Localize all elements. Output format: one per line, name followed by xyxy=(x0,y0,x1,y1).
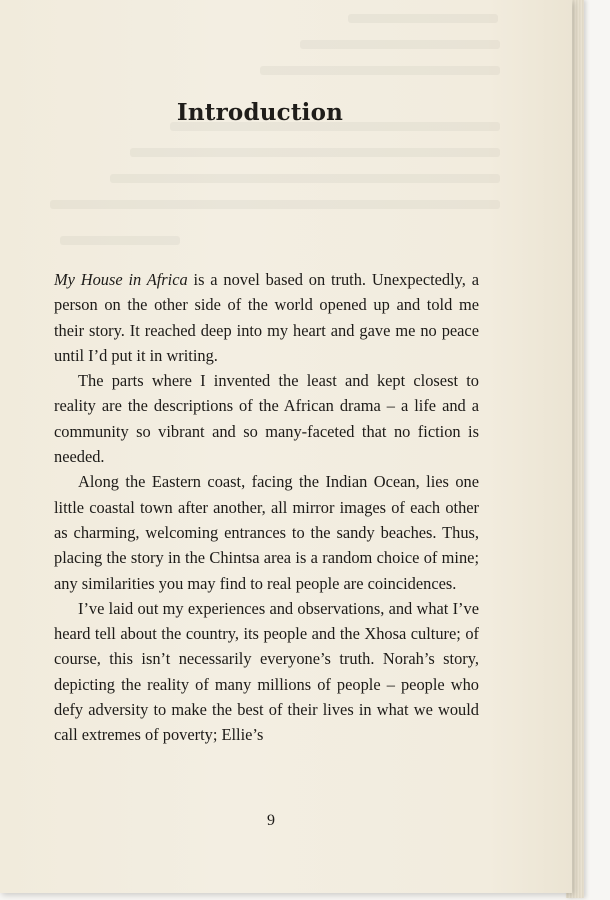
page-number: 9 xyxy=(267,812,275,829)
paragraph-1 xyxy=(54,267,479,368)
show-through-text xyxy=(0,0,572,260)
paragraph-2: The parts where I invented the least and kept closest to reality are the descriptions of the African drama – a life and a community so vibrant and so many-faceted that no fiction is needed. xyxy=(54,371,479,467)
paragraph-4: I’ve laid out my experiences and observations, and what I’ve heard tell about the country, its people and the Xhosa culture; of course, this isn’t necessarily everyone’s truth. Norah’s story, depicting the reality of many millions of people – people who defy adversity to make the best of their lives in what we would call extremes of poverty; Ellie’s xyxy=(54,598,479,745)
chapter-title: Introduction xyxy=(176,99,344,127)
paragraph-1-text: is a novel based on truth. Unexpectedly, a person on the other side of the world opened up and told me their story. It reached deep into my heart and gave me no peace until I’d put it in writing. xyxy=(54,270,479,365)
body-text xyxy=(54,267,479,748)
paragraph-3: Along the Eastern coast, facing the Indian Ocean, lies one little coastal town after another, all mirror images of each other as charming, welcoming entrances to the sandy beaches. Thus, placing the story in the Chintsa area is a random choice of mine; any similarities you may find to real people are coincidences. xyxy=(54,472,479,593)
book-title-italic: My House in Africa xyxy=(54,270,188,289)
